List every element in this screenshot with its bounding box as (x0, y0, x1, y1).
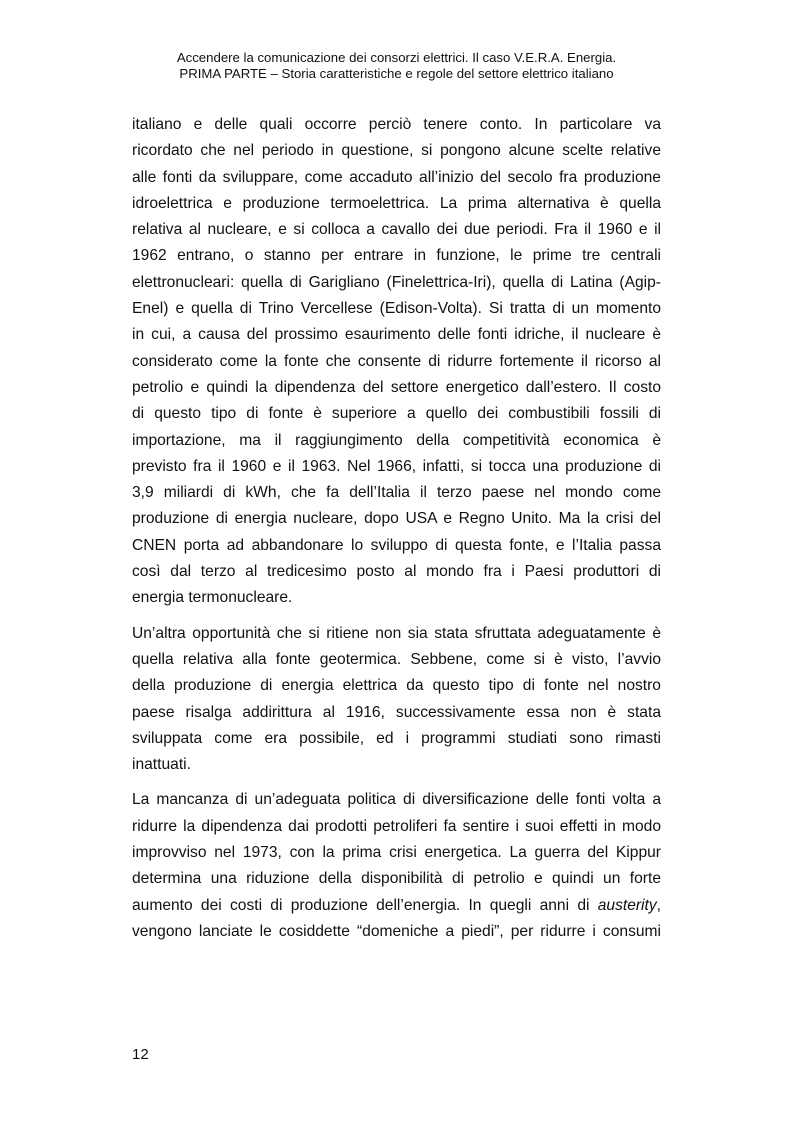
text-line: Enel) e quella di Trino Vercellese (Edison-Volta). Si tratta di un momento (132, 300, 661, 318)
text-line: vengono lanciate le cosiddette “domeniche a piedi”, per ridurre i consumi (132, 922, 661, 940)
text-line: quella relativa alla fonte geotermica. Sebbene, come si è visto, l’avvio (132, 650, 661, 668)
text-line: ricordato che nel periodo in questione, si pongono alcune scelte relative (132, 142, 661, 160)
text-segment: aumento dei costi di produzione dell’energia. In quegli anni di (132, 896, 590, 914)
text-line: di questo tipo di fonte è superiore a quello dei combustibili fossili di (132, 405, 661, 423)
paragraph-nuclear (132, 112, 661, 612)
paragraph-geothermal (132, 621, 661, 779)
text-line: petrolio e quindi la dipendenza del settore energetico dall’estero. Il costo (132, 378, 661, 396)
text-line: relativa al nucleare, e si colloca a cavallo dei due periodi. Fra il 1960 e il (132, 221, 661, 239)
body-text (132, 112, 661, 954)
text-line: alle fonti da sviluppare, come accaduto all’inizio del secolo fra produzione (132, 168, 661, 186)
text-line: CNEN porta ad abbandonare lo sviluppo di questa fonte, e l’Italia passa (132, 536, 661, 554)
text-line: idroelettrica e produzione termoelettrica. La prima alternativa è quella (132, 194, 661, 212)
text-segment: , (656, 896, 661, 914)
text-line: La mancanza di un’adeguata politica di diversificazione delle fonti volta a (132, 791, 661, 809)
text-line: importazione, ma il raggiungimento della competitività economica è (132, 431, 661, 449)
text-line: previsto fra il 1960 e il 1963. Nel 1966, infatti, si tocca una produzione di (132, 457, 661, 475)
text-line-with-italic (132, 893, 661, 919)
text-line: della produzione di energia elettrica da questo tipo di fonte nel nostro (132, 677, 661, 695)
text-line: 3,9 miliardi di kWh, che fa dell’Italia il terzo paese nel mondo come (132, 484, 661, 502)
text-line: così dal terzo al tredicesimo posto al mondo fra i Paesi produttori di (132, 563, 661, 581)
text-line: 1962 entrano, o stanno per entrare in funzione, le prime tre centrali (132, 247, 661, 265)
running-header-line-1: Accendere la comunicazione dei consorzi elettrici. Il caso V.E.R.A. Energia. (176, 50, 617, 65)
text-line: energia termonucleare. (132, 589, 293, 607)
text-line: elettronucleari: quella di Garigliano (Finelettrica-Iri), quella di Latina (Agip- (132, 273, 661, 291)
italic-term-austerity: austerity (597, 896, 657, 914)
text-line: italiano e delle quali occorre perciò tenere conto. In particolare va (132, 116, 661, 133)
text-line: improvviso nel 1973, con la prima crisi energetica. La guerra del Kippur (132, 844, 661, 862)
text-line: inattuati. (132, 756, 191, 774)
text-line: Un’altra opportunità che si ritiene non sia stata sfruttata adeguatamente è (132, 624, 661, 642)
running-header-line-2: PRIMA PARTE – Storia caratteristiche e regole del settore elettrico italiano (179, 66, 614, 81)
text-line: produzione di energia nucleare, dopo USA e Regno Unito. Ma la crisi del (132, 510, 661, 528)
text-line: in cui, a causa del prossimo esaurimento delle fonti idriche, il nucleare è (132, 326, 661, 344)
text-line: paese risalga addirittura al 1916, successivamente essa non è stata (132, 703, 661, 721)
text-line: considerato come la fonte che consente di ridurre fortemente il ricorso al (132, 352, 661, 370)
text-line: determina una riduzione della disponibilità di petrolio e quindi un forte (132, 870, 661, 888)
paragraph-energy-crisis (132, 787, 661, 945)
page-number: 12 (132, 1046, 149, 1063)
running-header (0, 50, 793, 82)
text-line: sviluppata come era possibile, ed i programmi studiati sono rimasti (132, 729, 661, 747)
text-line: ridurre la dipendenza dai prodotti petroliferi fa sentire i suoi effetti in modo (132, 817, 661, 835)
